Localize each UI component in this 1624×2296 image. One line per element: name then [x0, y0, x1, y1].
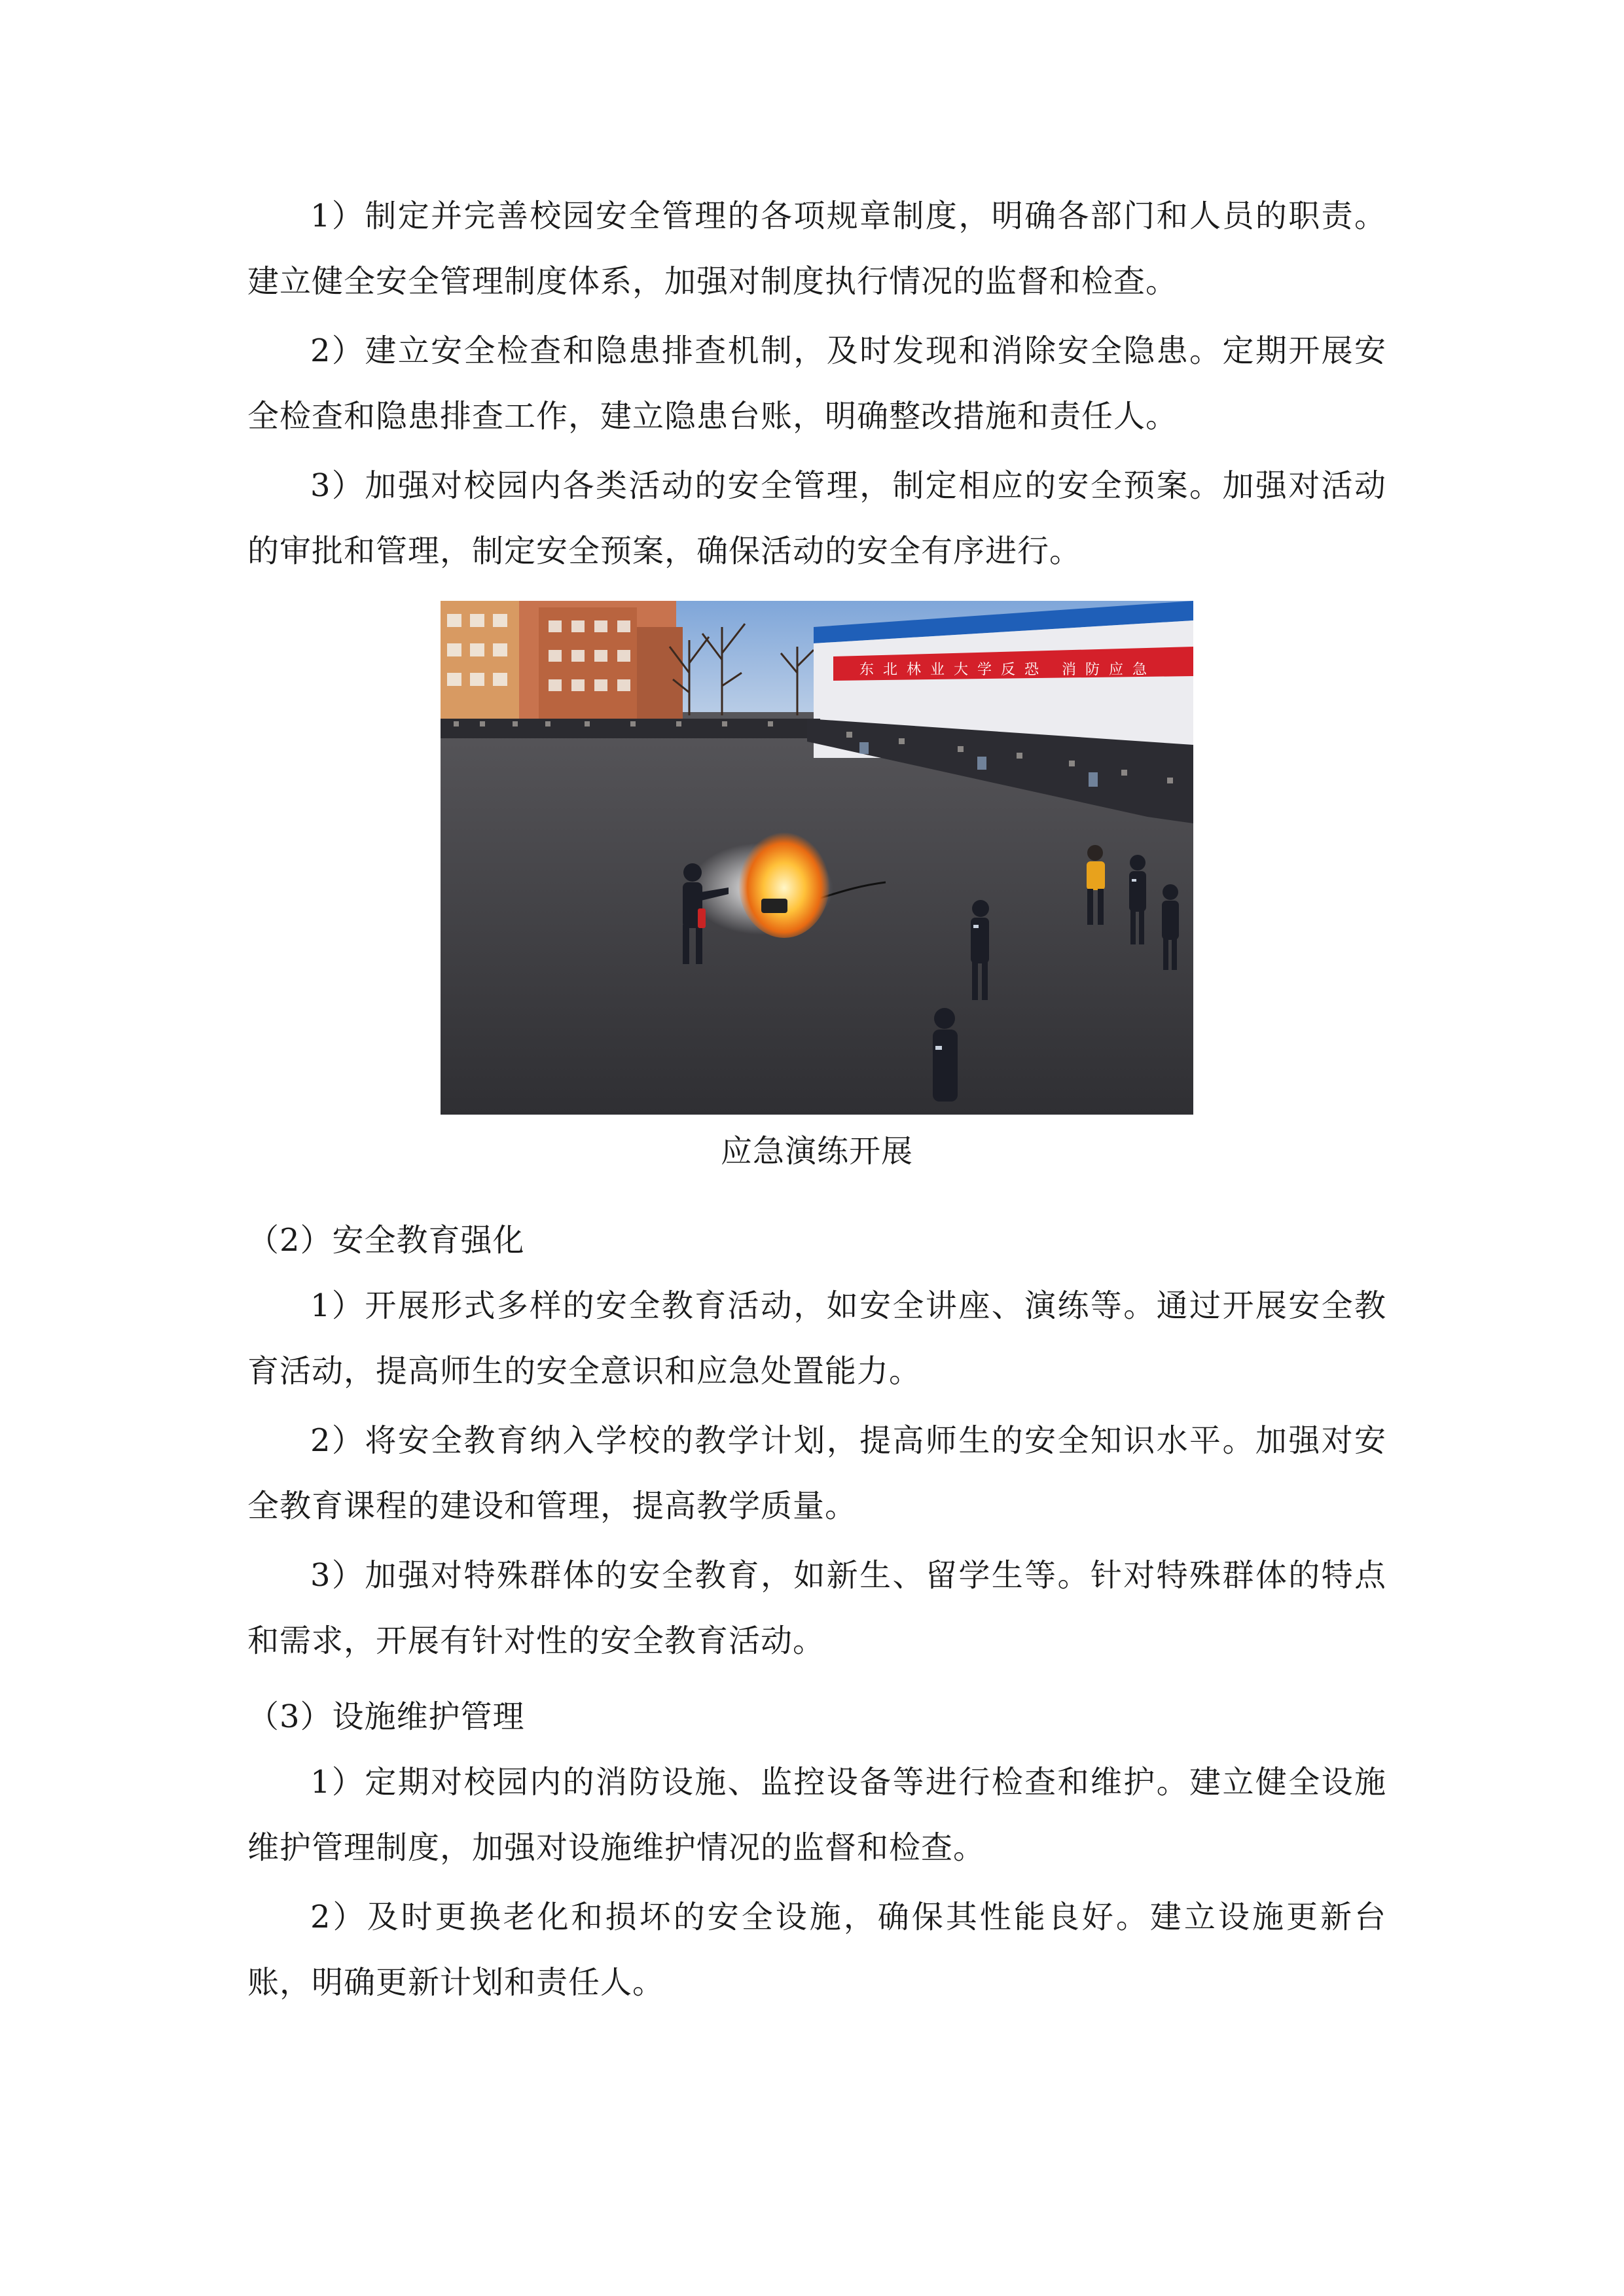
section-heading: （3）设施维护管理 — [247, 1698, 525, 1735]
emergency-drill-photo — [441, 601, 1193, 1115]
figure-emergency-drill — [441, 601, 1193, 1184]
document-page — [247, 183, 1386, 2019]
paragraph: 3）加强对特殊群体的安全教育，如新生、留学生等。针对特殊群体的特点和需求，开展有针对性的安全教育活动。 — [247, 1557, 1386, 1659]
paragraph: 2）将安全教育纳入学校的教学计划，提高师生的安全知识水平。加强对安全教育课程的建设和管理，提高教学质量。 — [247, 1422, 1386, 1524]
paragraph: 1）开展形式多样的安全教育活动，如安全讲座、演练等。通过开展安全教育活动，提高师生的安全意识和应急处置能力。 — [247, 1287, 1386, 1390]
section-heading: （2）安全教育强化 — [247, 1222, 525, 1259]
paragraph: 1）定期对校园内的消防设施、监控设备等进行检查和维护。建立健全设施维护管理制度，加强对设施维护情况的监督和检查。 — [247, 1764, 1386, 1866]
paragraph: 1）制定并完善校园安全管理的各项规章制度，明确各部门和人员的职责。建立健全安全管理制度体系，加强对制度执行情况的监督和检查。 — [247, 198, 1386, 300]
paragraph: 2）及时更换老化和损坏的安全设施，确保其性能良好。建立设施更新台账，明确更新计划和责任人。 — [247, 1899, 1386, 2001]
banner-text: 东北林业大学反恐 消防应急 — [859, 662, 1156, 678]
paragraph: 2）建立安全检查和隐患排查机制，及时发现和消除安全隐患。定期开展安全检查和隐患排查工作，建立隐患台账，明确整改措施和责任人。 — [247, 332, 1386, 435]
figure-caption: 应急演练开展 — [720, 1133, 913, 1170]
paragraph: 3）加强对校园内各类活动的安全管理，制定相应的安全预案。加强对活动的审批和管理，制定安全预案，确保活动的安全有序进行。 — [247, 467, 1386, 569]
